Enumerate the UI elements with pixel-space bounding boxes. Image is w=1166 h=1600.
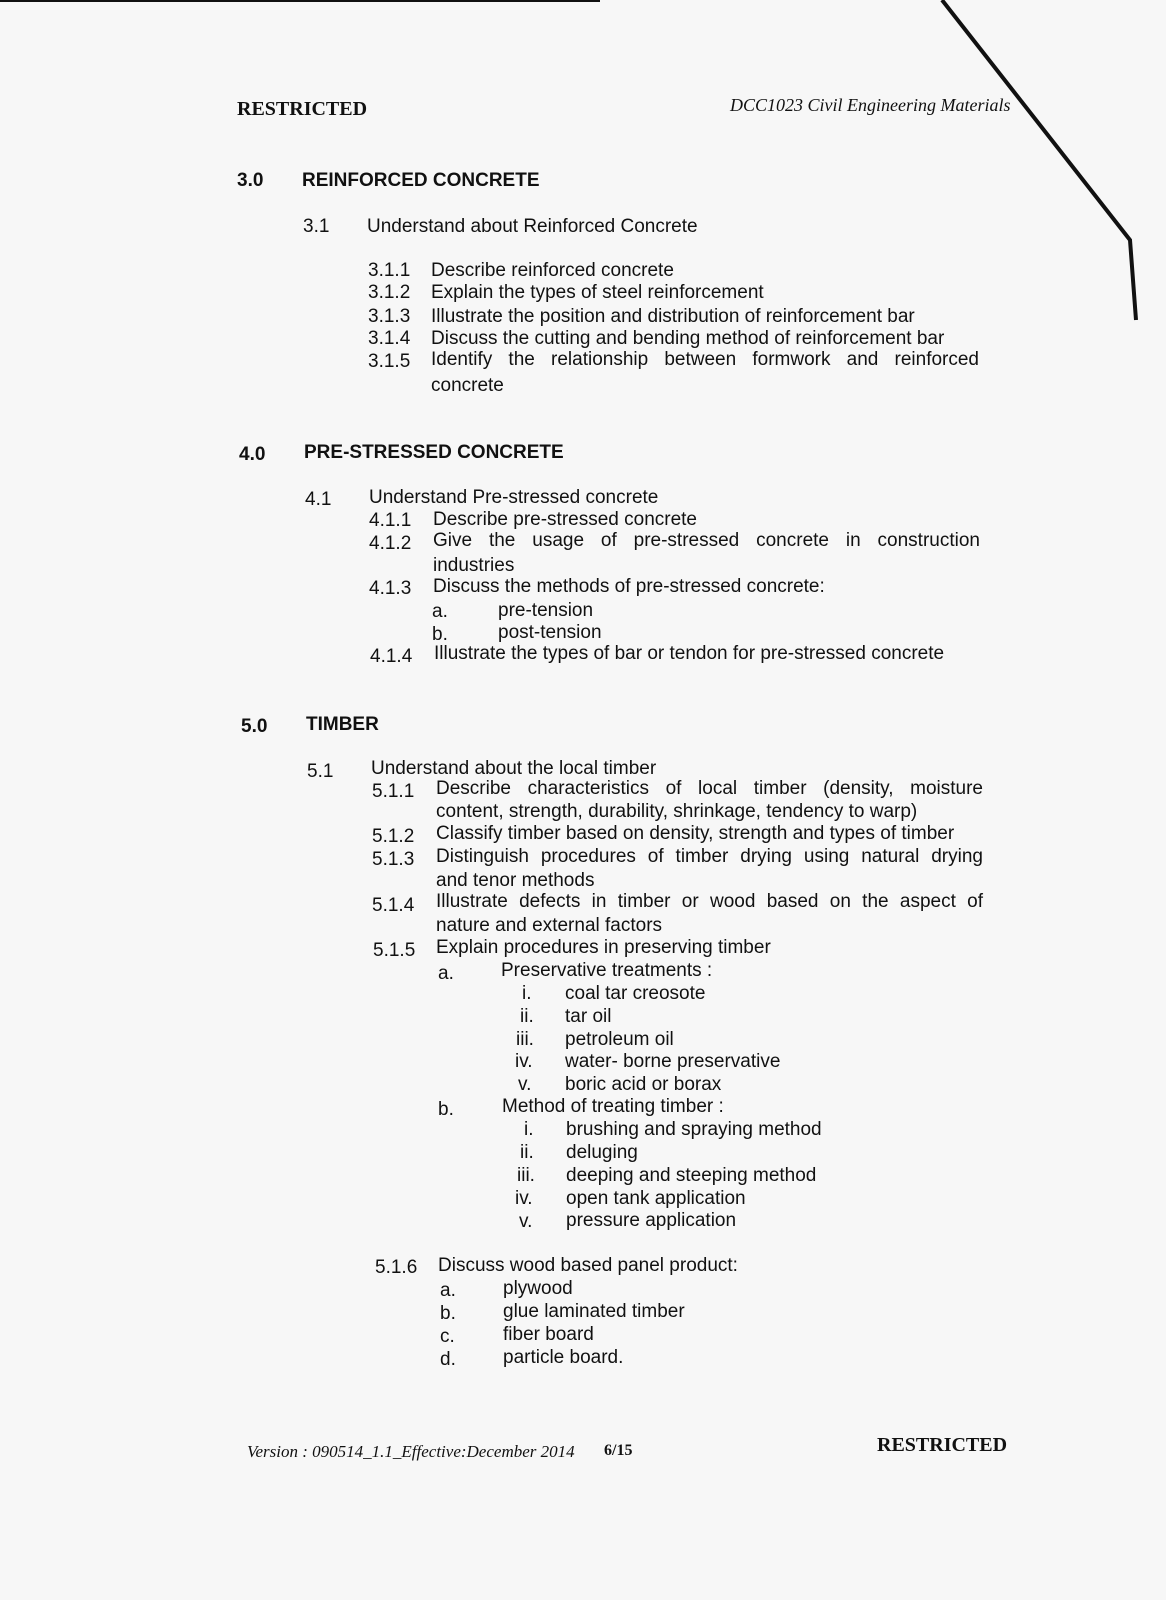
item-text: Give the usage of pre-stressed concrete in construction [433, 530, 980, 551]
item-text: Describe reinforced concrete [431, 260, 674, 281]
sub-letter: c. [440, 1326, 455, 1347]
item-text: Describe pre-stressed concrete [433, 509, 697, 530]
item-number: 3.1.3 [368, 306, 411, 327]
item-number: 3.1.2 [368, 282, 411, 303]
item-text: Explain procedures in preserving timber [436, 937, 771, 958]
scan-edge-line [0, 0, 600, 2]
item-text: Classify timber based on density, strength and types of timber [436, 823, 955, 844]
header-course-title: DCC1023 Civil Engineering Materials [730, 95, 1011, 115]
item-number: 4.1.2 [369, 533, 412, 554]
section-title: TIMBER [306, 714, 379, 735]
sub-item-text: deluging [566, 1142, 638, 1163]
section-title: PRE-STRESSED CONCRETE [304, 442, 564, 463]
sub-item-text: pressure application [566, 1210, 737, 1231]
subsection-number: 5.1 [307, 761, 334, 782]
sub-text: plywood [503, 1278, 573, 1299]
section-title: REINFORCED CONCRETE [302, 170, 540, 191]
sub-text: Preservative treatments : [501, 960, 713, 981]
sub-item-text: boric acid or borax [565, 1074, 722, 1095]
item-number: 5.1.4 [372, 895, 415, 916]
item-text-continued: concrete [431, 375, 504, 396]
item-number: 5.1.6 [375, 1257, 418, 1278]
sub-letter: d. [440, 1349, 456, 1370]
sub-letter: b. [438, 1099, 454, 1120]
footer-version: Version : 090514_1.1_Effective:December 2014 [247, 1442, 575, 1461]
item-number: 4.1.3 [369, 578, 412, 599]
roman-numeral: iv. [515, 1188, 533, 1209]
sub-text: post-tension [498, 622, 602, 643]
section-number: 5.0 [241, 716, 268, 737]
item-text: Discuss the methods of pre-stressed concrete: [433, 576, 825, 597]
roman-numeral: v. [518, 1074, 532, 1095]
roman-numeral: ii. [520, 1142, 534, 1163]
subsection-number: 4.1 [305, 489, 332, 510]
sub-item-text: water- borne preservative [565, 1051, 781, 1072]
subsection-number: 3.1 [303, 216, 330, 237]
item-number: 5.1.1 [372, 781, 415, 802]
item-number: 3.1.1 [368, 260, 411, 281]
item-text-continued: and tenor methods [436, 870, 595, 891]
item-text-continued: industries [433, 555, 515, 576]
roman-numeral: iii. [517, 1165, 535, 1186]
section-number: 4.0 [239, 444, 266, 465]
item-text: Explain the types of steel reinforcement [431, 282, 764, 303]
item-text: Illustrate defects in timber or wood based on the aspect of [436, 891, 983, 912]
sub-letter: b. [432, 624, 448, 645]
footer-page-number: 6/15 [604, 1442, 633, 1459]
sub-text: fiber board [503, 1324, 594, 1345]
item-text: Discuss the cutting and bending method of reinforcement bar [431, 328, 945, 349]
sub-text: pre-tension [498, 600, 594, 621]
sub-item-text: open tank application [566, 1188, 746, 1209]
subsection-text: Understand about Reinforced Concrete [367, 216, 698, 237]
scan-fold-line [930, 0, 1166, 330]
item-text-continued: content, strength, durability, shrinkage, tendency to warp) [436, 801, 918, 822]
roman-numeral: iii. [516, 1029, 534, 1050]
sub-letter: a. [440, 1280, 456, 1301]
item-text: Illustrate the position and distribution of reinforcement bar [431, 306, 915, 327]
item-text: Illustrate the types of bar or tendon for pre-stressed concrete [434, 643, 945, 664]
item-number: 3.1.5 [368, 351, 411, 372]
roman-numeral: i. [524, 1119, 534, 1140]
roman-numeral: ii. [520, 1006, 534, 1027]
sub-item-text: petroleum oil [565, 1029, 674, 1050]
sub-item-text: deeping and steeping method [566, 1165, 817, 1186]
sub-letter: b. [440, 1303, 456, 1324]
sub-item-text: brushing and spraying method [566, 1119, 822, 1140]
item-text: Distinguish procedures of timber drying using natural drying [436, 846, 983, 867]
item-text: Identify the relationship between formwork and reinforced [431, 349, 979, 370]
sub-text: particle board. [503, 1347, 624, 1368]
item-text: Describe characteristics of local timber (density, moisture [436, 778, 983, 799]
item-text-continued: nature and external factors [436, 915, 663, 936]
sub-text: Method of treating timber : [502, 1096, 724, 1117]
item-number: 5.1.3 [372, 849, 415, 870]
subsection-text: Understand about the local timber [371, 758, 657, 779]
item-text: Discuss wood based panel product: [438, 1255, 738, 1276]
sub-letter: a. [438, 963, 454, 984]
item-number: 5.1.2 [372, 826, 415, 847]
sub-text: glue laminated timber [503, 1301, 685, 1322]
item-number: 4.1.4 [370, 646, 413, 667]
sub-item-text: tar oil [565, 1006, 612, 1027]
header-restricted: RESTRICTED [237, 98, 368, 120]
sub-letter: a. [432, 601, 448, 622]
item-number: 5.1.5 [373, 940, 416, 961]
sub-item-text: coal tar creosote [565, 983, 706, 1004]
subsection-text: Understand Pre-stressed concrete [369, 487, 659, 508]
item-number: 3.1.4 [368, 328, 411, 349]
roman-numeral: iv. [515, 1051, 533, 1072]
footer-restricted: RESTRICTED [877, 1434, 1008, 1456]
roman-numeral: v. [519, 1211, 533, 1232]
roman-numeral: i. [522, 983, 532, 1004]
item-number: 4.1.1 [369, 510, 412, 531]
section-number: 3.0 [237, 170, 264, 191]
